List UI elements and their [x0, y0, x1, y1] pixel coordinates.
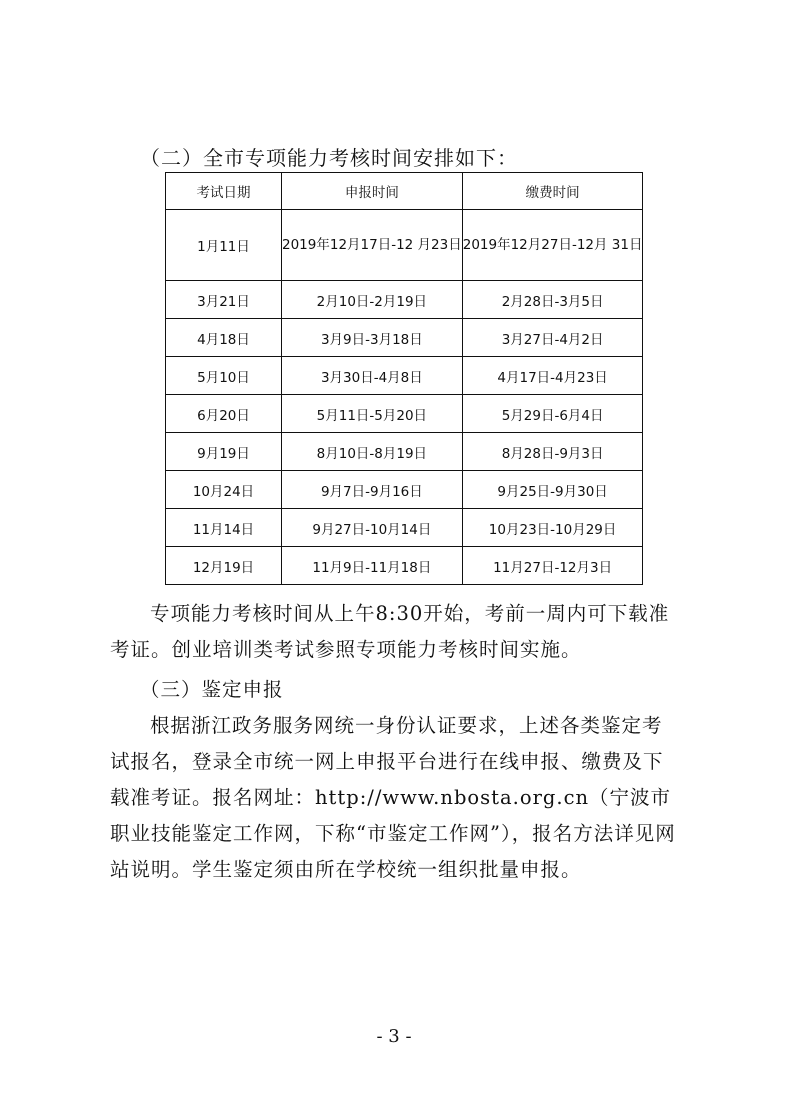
- sub-heading-appraisal-application: （三）鉴定申报: [140, 678, 284, 701]
- header-payment-period: 缴费时间: [462, 173, 643, 210]
- cell-exam-date: 10月24日: [166, 471, 282, 509]
- cell-payment-period: 9月25日-9月30日: [462, 471, 643, 509]
- cell-exam-date: 6月20日: [166, 395, 282, 433]
- cell-application-period: 3月9日-3月18日: [282, 319, 463, 357]
- header-exam-date: 考试日期: [166, 173, 282, 210]
- table-row: [166, 281, 643, 319]
- cell-exam-date: 3月21日: [166, 281, 282, 319]
- table-row: [166, 509, 643, 547]
- cell-application-period: 9月27日-10月14日: [282, 509, 463, 547]
- section-heading: （二）全市专项能力考核时间安排如下：: [140, 146, 518, 170]
- cell-application-period: 5月11日-5月20日: [282, 395, 463, 433]
- cell-application-period: 2019年12月17日-12 月23日: [282, 210, 463, 281]
- cell-exam-date: 4月18日: [166, 319, 282, 357]
- cell-payment-period: 2月28日-3月5日: [462, 281, 643, 319]
- table-row: [166, 319, 643, 357]
- cell-exam-date: 9月19日: [166, 433, 282, 471]
- exam-schedule-table: [165, 172, 643, 585]
- table-row: [166, 547, 643, 585]
- cell-application-period: 8月10日-8月19日: [282, 433, 463, 471]
- cell-payment-period: 11月27日-12月3日: [462, 547, 643, 585]
- cell-application-period: 2月10日-2月19日: [282, 281, 463, 319]
- application-instructions: 根据浙江政务服务网统一身份认证要求，上述各类鉴定考试报名，登录全市统一网上申报平台进行在线申报、缴费及下载准考证。报名网址：http://www.nbosta.org.cn（宁波市职业技能鉴定工作网，下称“市鉴定工作网”），报名方法详见网站说明。学生鉴定须由所在学校统一组织批量申报。: [110, 714, 676, 881]
- cell-payment-period: 8月28日-9月3日: [462, 433, 643, 471]
- page-number: - 3 -: [376, 1026, 412, 1047]
- table-row: [166, 357, 643, 395]
- cell-exam-date: 11月14日: [166, 509, 282, 547]
- exam-time-note: 专项能力考核时间从上午8:30开始，考前一周内可下载准考证。创业培训类考试参照专项能力考核时间实施。: [110, 602, 670, 661]
- cell-payment-period: 2019年12月27日-12月 31日: [462, 210, 643, 281]
- cell-exam-date: 12月19日: [166, 547, 282, 585]
- cell-payment-period: 3月27日-4月2日: [462, 319, 643, 357]
- cell-application-period: 9月7日-9月16日: [282, 471, 463, 509]
- cell-exam-date: 5月10日: [166, 357, 282, 395]
- cell-payment-period: 4月17日-4月23日: [462, 357, 643, 395]
- table-row: [166, 433, 643, 471]
- table-header-row: [166, 173, 643, 210]
- header-application-period: 申报时间: [282, 173, 463, 210]
- table-row: [166, 471, 643, 509]
- cell-payment-period: 5月29日-6月4日: [462, 395, 643, 433]
- cell-exam-date: 1月11日: [166, 210, 282, 281]
- cell-application-period: 11月9日-11月18日: [282, 547, 463, 585]
- table-row: [166, 395, 643, 433]
- cell-application-period: 3月30日-4月8日: [282, 357, 463, 395]
- table-row: [166, 210, 643, 281]
- cell-payment-period: 10月23日-10月29日: [462, 509, 643, 547]
